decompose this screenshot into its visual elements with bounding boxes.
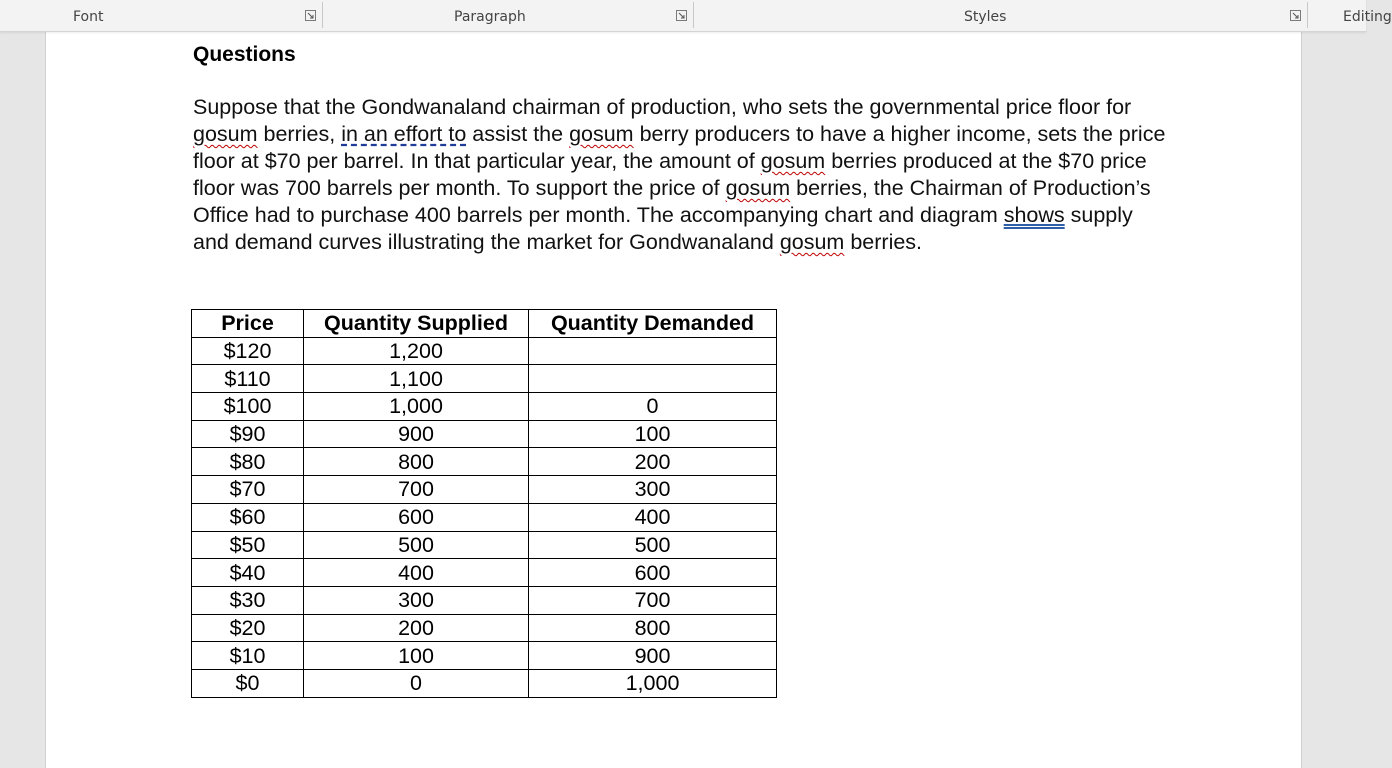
price-cell: $90 (192, 420, 304, 448)
misspelled-word[interactable]: gosum (760, 149, 826, 173)
quantity-supplied-cell: 0 (304, 669, 529, 697)
group-separator (322, 2, 323, 28)
quantity-supplied-cell: 1,200 (304, 337, 529, 365)
table-row (192, 586, 777, 614)
paragraph-text: Suppose that the Gondwanaland chairman of production, who sets the governmental price floor for (193, 95, 1132, 119)
group-separator (693, 2, 694, 28)
price-cell: $80 (192, 448, 304, 476)
table-header-row (192, 310, 777, 338)
grammar-flagged-text[interactable]: shows (1003, 203, 1065, 227)
price-cell: $10 (192, 642, 304, 670)
quantity-supplied-cell: 200 (304, 614, 529, 642)
styles-group-label: Styles (964, 9, 1007, 25)
misspelled-word[interactable]: gosum (569, 122, 634, 146)
table-row (192, 420, 777, 448)
quantity-supplied-cell: 600 (304, 503, 529, 531)
price-cell: $50 (192, 531, 304, 559)
grammar-flagged-text[interactable]: in an effort to (341, 122, 467, 146)
price-cell: $70 (192, 476, 304, 504)
table-row (192, 614, 777, 642)
quantity-demanded-cell: 400 (529, 503, 777, 531)
ribbon-group-labels (0, 0, 1392, 32)
quantity-demanded-cell: 100 (529, 420, 777, 448)
group-separator (1307, 2, 1308, 28)
quantity-supplied-cell: 800 (304, 448, 529, 476)
quantity-demanded-cell: 500 (529, 531, 777, 559)
misspelled-word[interactable]: gosum (193, 122, 258, 146)
table-row (192, 559, 777, 587)
editing-group-label: Editing (1343, 9, 1392, 25)
table-row (192, 365, 777, 393)
price-cell: $120 (192, 337, 304, 365)
quantity-supplied-cell: 1,100 (304, 365, 529, 393)
quantity-demanded-cell: 0 (529, 393, 777, 421)
paragraph-text: berry producers to have a higher income, sets the price floor at $70 per barrel. In that particular year, the amount of (193, 122, 1166, 173)
quantity-supplied-cell: 500 (304, 531, 529, 559)
quantity-supplied-cell: 400 (304, 559, 529, 587)
table-row (192, 669, 777, 697)
paragraph-text: assist the (466, 122, 570, 146)
table-row (192, 476, 777, 504)
font-dialog-launcher-icon[interactable] (305, 10, 316, 21)
quantity-supplied-cell: 700 (304, 476, 529, 504)
quantity-demanded-cell (529, 365, 777, 393)
price-cell: $60 (192, 503, 304, 531)
quantity-supplied-cell: 100 (304, 642, 529, 670)
paragraph-text: berries produced at the $70 price floor was 700 barrels per month. To support the price of (193, 149, 1147, 200)
question-paragraph (193, 94, 1173, 256)
price-quantity-table (191, 309, 777, 698)
paragraph-dialog-launcher-icon[interactable] (676, 10, 687, 21)
quantity-demanded-header: Quantity Demanded (529, 310, 777, 338)
price-cell: $110 (192, 365, 304, 393)
table-row (192, 642, 777, 670)
quantity-demanded-cell: 800 (529, 614, 777, 642)
table-row (192, 448, 777, 476)
quantity-demanded-cell: 600 (529, 559, 777, 587)
table-row (192, 393, 777, 421)
paragraph-text: berries. (844, 230, 923, 254)
price-cell: $0 (192, 669, 304, 697)
paragraph-text: berries, (257, 122, 342, 146)
quantity-demanded-cell: 900 (529, 642, 777, 670)
table-row (192, 337, 777, 365)
font-group-label: Font (73, 9, 104, 25)
paragraph-group-label: Paragraph (454, 9, 526, 25)
section-heading: Questions (193, 43, 296, 66)
price-cell: $20 (192, 614, 304, 642)
price-cell: $100 (192, 393, 304, 421)
quantity-supplied-cell: 300 (304, 586, 529, 614)
quantity-demanded-cell (529, 337, 777, 365)
quantity-demanded-cell: 1,000 (529, 669, 777, 697)
price-cell: $40 (192, 559, 304, 587)
quantity-supplied-cell: 900 (304, 420, 529, 448)
table-row (192, 503, 777, 531)
quantity-demanded-cell: 300 (529, 476, 777, 504)
document-page[interactable] (45, 31, 1302, 768)
price-cell: $30 (192, 586, 304, 614)
misspelled-word[interactable]: gosum (779, 230, 845, 254)
quantity-supplied-cell: 1,000 (304, 393, 529, 421)
styles-dialog-launcher-icon[interactable] (1290, 10, 1301, 21)
misspelled-word[interactable]: gosum (725, 176, 791, 200)
quantity-demanded-cell: 700 (529, 586, 777, 614)
paragraph-text: supply and demand curves illustrating the market for Gondwanaland (193, 203, 1133, 254)
quantity-supplied-header: Quantity Supplied (304, 310, 529, 338)
table-row (192, 531, 777, 559)
price-header: Price (192, 310, 304, 338)
paragraph-text: berries, the Chairman of Production’s Office had to purchase 400 barrels per month. The accompanying chart and diagram (193, 176, 1151, 227)
quantity-demanded-cell: 200 (529, 448, 777, 476)
